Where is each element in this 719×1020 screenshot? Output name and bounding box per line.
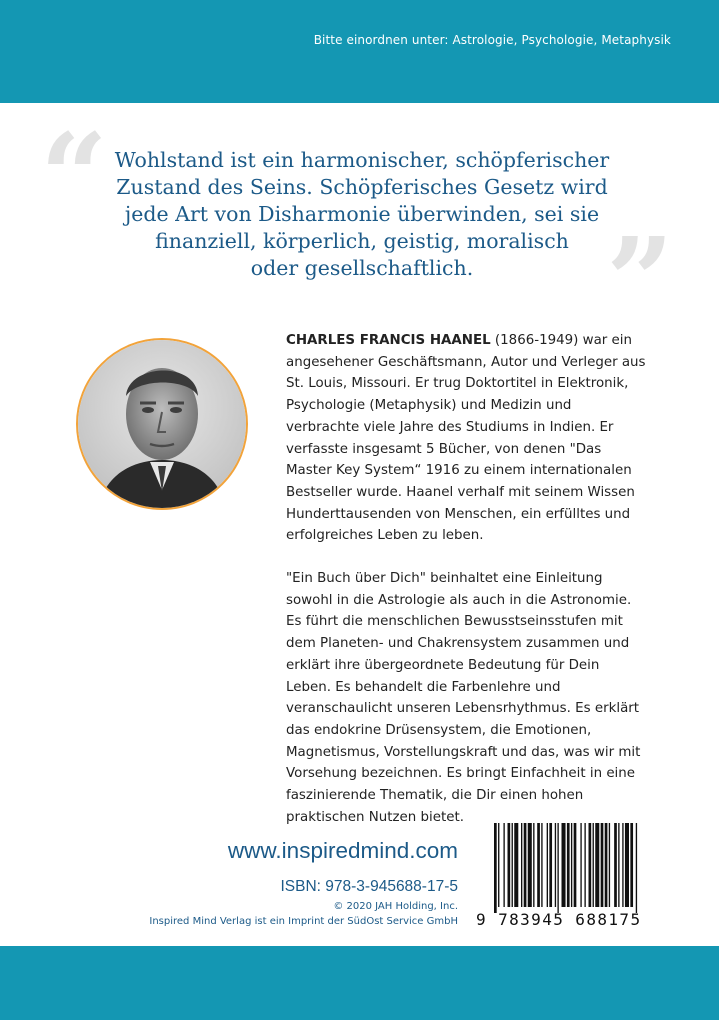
barcode-bar xyxy=(593,823,594,907)
barcode-bar xyxy=(567,823,570,907)
bio-text xyxy=(286,330,686,828)
barcode-bar xyxy=(547,823,548,907)
barcode-bar xyxy=(512,823,513,907)
barcode-bar xyxy=(524,823,527,907)
description-line: veranschaulicht unseren Lebensrhythmus. Es erklärt xyxy=(286,701,640,717)
barcode-bar xyxy=(574,823,577,907)
description-line: Magnetismus, Vorstellungskraft und das, was wir mit xyxy=(286,744,641,760)
bio-line xyxy=(286,330,686,352)
bottom-band xyxy=(0,946,719,1020)
barcode-bar xyxy=(630,823,633,907)
barcode-bar xyxy=(537,823,540,907)
quote-line: Zustand des Seins. Schöpferisches Gesetz wird xyxy=(116,175,608,199)
description-line: Leben. Es behandelt die Farbenlehre und xyxy=(286,679,561,695)
barcode-bar xyxy=(549,823,552,907)
barcode-digits: 9 783945 688175 xyxy=(476,910,642,929)
close-quote-mark: ” xyxy=(606,211,674,350)
barcode-bar xyxy=(528,823,532,907)
barcode-bar xyxy=(601,823,604,907)
barcode-bar xyxy=(555,823,556,907)
quote-line: finanziell, körperlich, geistig, moralisch xyxy=(155,229,569,253)
bio-line: Bestseller wurde. Haanel verhalf mit seinem Wissen xyxy=(286,484,635,500)
barcode-bar xyxy=(614,823,617,907)
barcode-bar xyxy=(533,823,534,907)
bio-line: St. Louis, Missouri. Er trug Doktortitel in Elektronik, xyxy=(286,376,629,392)
open-quote-mark: “ xyxy=(40,107,108,246)
author-name: CHARLES FRANCIS HAANEL xyxy=(286,333,491,348)
quote-line: jede Art von Disharmonie überwinden, sei sie xyxy=(124,202,600,226)
barcode-bar xyxy=(636,823,637,913)
barcode-bar xyxy=(503,823,504,907)
bio-line: erfolgreiches Leben zu leben. xyxy=(286,528,484,544)
author-portrait xyxy=(76,338,248,510)
barcode-bar xyxy=(625,823,629,907)
description-line: faszinierende Thematik, die Dir einen hohen xyxy=(286,788,584,804)
isbn-text: ISBN: 978-3-945688-17-5 xyxy=(280,878,458,895)
barcode-bars xyxy=(488,821,666,913)
copyright-text: © 2020 JAH Holding, Inc. xyxy=(333,901,458,912)
quote-line: Wohlstand ist ein harmonischer, schöpferischer xyxy=(114,148,610,172)
description-line: das endokrine Drüsensystem, die Emotionen, xyxy=(286,722,592,738)
description-line: erklärt ihre übergeordnete Bedeutung für Dein xyxy=(286,657,600,673)
barcode-bar xyxy=(521,823,522,907)
description-line: Es führt die menschlichen Bewusstseinsstufen mit xyxy=(286,614,623,630)
barcode-bar xyxy=(589,823,592,907)
top-band xyxy=(0,0,719,103)
description-line: Vorsehung bezeichnen. Es bringt Einfachheit in eine xyxy=(286,766,635,782)
barcode-bar xyxy=(562,823,566,907)
bio-line: angesehener Geschäftsmann, Autor und Verleger aus xyxy=(286,354,646,370)
portrait-image xyxy=(78,340,246,508)
category-note: Bitte einordnen unter: Astrologie, Psychologie, Metaphysik xyxy=(313,33,671,47)
quote-line: oder gesellschaftlich. xyxy=(250,256,474,280)
barcode-bar xyxy=(508,823,511,907)
barcode-bar xyxy=(494,823,497,913)
description-line: dem Planeten- und Chakrensystem zusammen und xyxy=(286,636,630,652)
bio-line: Hunderttausenden von Menschen, ein erfülltes und xyxy=(286,506,631,522)
barcode-bar xyxy=(622,823,623,907)
barcode-bar xyxy=(605,823,608,907)
barcode-bar xyxy=(541,823,542,907)
description-line: sowohl in die Astrologie als auch in die Astronomie. xyxy=(286,592,632,608)
barcode-bar xyxy=(514,823,518,907)
barcode-bar xyxy=(580,823,581,907)
bio-line-rest: (1866-1949) war ein xyxy=(490,333,632,348)
barcode-bar xyxy=(498,823,499,907)
description-paragraph xyxy=(286,568,686,828)
barcode-bar xyxy=(584,823,585,907)
barcode-bar xyxy=(557,823,558,913)
bio-line: verfasste insgesamt 5 Bücher, von denen "Das xyxy=(286,441,602,457)
barcode-bar xyxy=(571,823,572,907)
barcode-bar xyxy=(609,823,610,907)
barcode-bar xyxy=(618,823,619,907)
bio-line: Psychologie (Metaphysik) und Medizin und xyxy=(286,398,572,414)
description-line: praktischen Nutzen bietet. xyxy=(286,809,464,825)
bio-line: verbrachte viele Jahre des Studiums in Indien. Er xyxy=(286,419,614,435)
barcode-bar xyxy=(595,823,599,907)
description-line: "Ein Buch über Dich" beinhaltet eine Einleitung xyxy=(286,571,603,587)
imprint-text: Inspired Mind Verlag ist ein Imprint der SüdOst Service GmbH xyxy=(149,916,458,927)
bio-line: Master Key System“ 1916 zu einem internationalen xyxy=(286,463,632,479)
publisher-url[interactable]: www.inspiredmind.com xyxy=(227,838,458,863)
quote-block xyxy=(96,147,628,282)
